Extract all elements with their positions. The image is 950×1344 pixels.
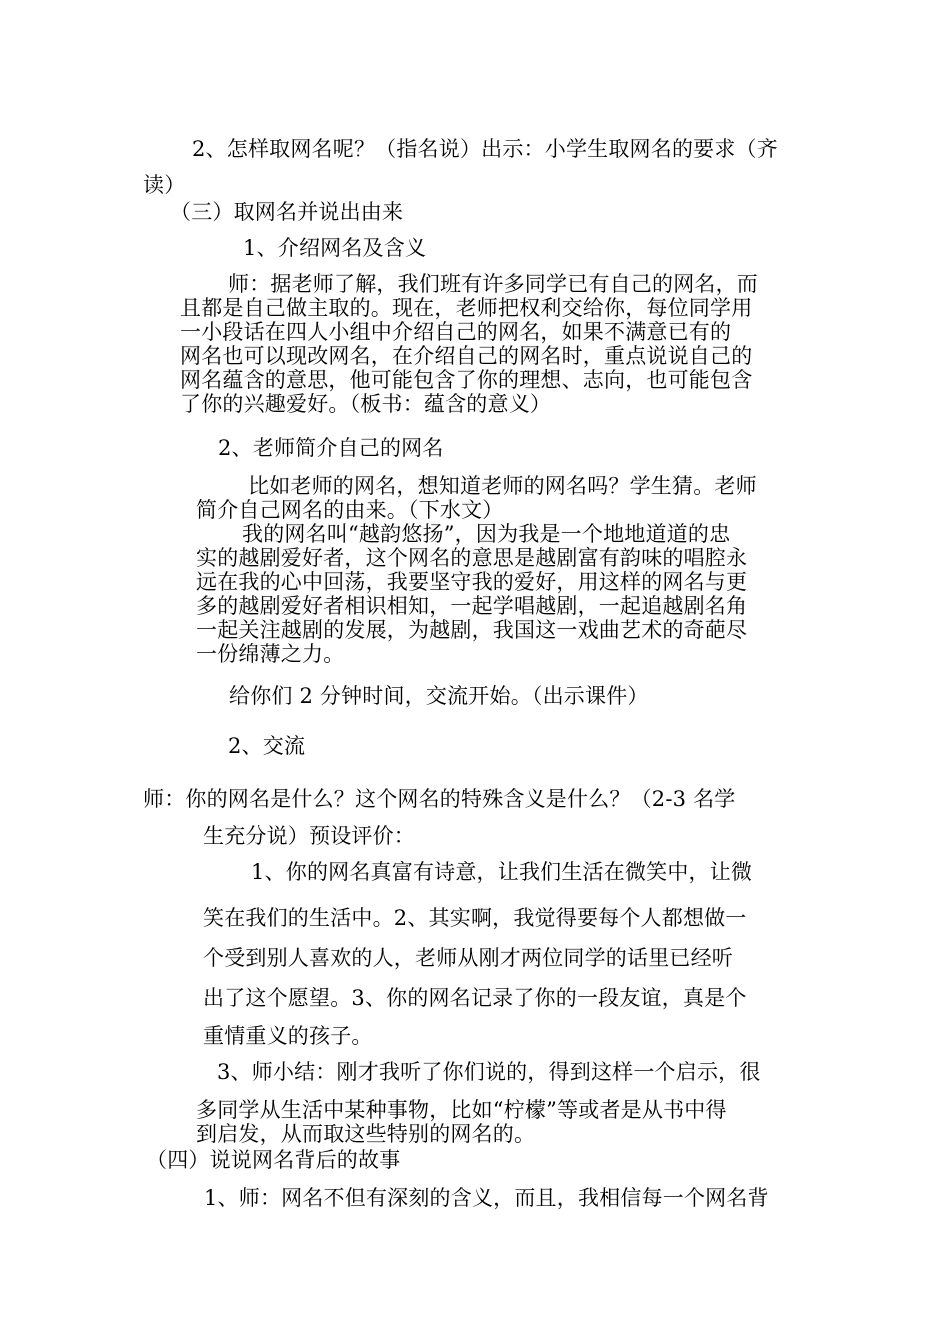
text-line: 简介自己网名的由来。（下水文） [196, 498, 504, 522]
section-heading-3: （三）取网名并说出由来 [170, 200, 404, 224]
text-line-eval-5: 重情重义的孩子。 [203, 1024, 373, 1048]
text-line-summary: 3、师小结：刚才我听了你们说的，得到这样一个启示，很 [217, 1060, 761, 1084]
subheading-exchange: 2、交流 [228, 734, 306, 758]
text-line: 且都是自己做主取的。现在，老师把权利交给你，每位同学用 [180, 296, 753, 320]
subheading-3-2: 2、老师简介自己的网名 [218, 436, 444, 460]
text-line: 网名蕴含的意思，他可能包含了你的理想、志向，也可能包含 [180, 368, 753, 392]
text-line-2: 读） [143, 173, 186, 197]
text-line: 一份绵薄之力。 [196, 642, 345, 666]
text-line-4-1: 1、师：网名不但有深刻的含义，而且，我相信每一个网名背 [204, 1186, 769, 1210]
text-line-question: 师：你的网名是什么？这个网名的特殊含义是什么？（2-3 名学 [143, 787, 736, 811]
text-line-1: 2、怎样取网名呢？（指名说）出示：小学生取网名的要求（齐 [192, 137, 778, 161]
paragraph-teacher-intro [180, 272, 758, 416]
text-line-eval-1: 1、你的网名真富有诗意，让我们生活在微笑中，让微 [251, 860, 753, 884]
subheading-3-1: 1、介绍网名及含义 [243, 236, 427, 260]
text-line-eval-2: 笑在我们的生活中。2、其实啊，我觉得要每个人都想做一 [203, 906, 747, 930]
text-line: 到启发，从而取这些特别的网名的。 [196, 1122, 536, 1146]
text-line: 一起关注越剧的发展，为越剧，我国这一戏曲艺术的奇葩尽 [196, 618, 748, 642]
section-heading-4: （四）说说网名背后的故事 [146, 1148, 401, 1172]
text-line: 师：据老师了解，我们班有许多同学已有自己的网名，而 [228, 272, 758, 296]
text-line: 实的越剧爱好者，这个网名的意思是越剧富有韵味的唱腔永 [196, 546, 748, 570]
text-line: 远在我的心中回荡，我要坚守我的爱好，用这样的网名与更 [196, 570, 748, 594]
paragraph-teacher-name [196, 474, 757, 522]
text-line-timer: 给你们 2 分钟时间，交流开始。（出示课件） [229, 684, 649, 708]
text-line: 比如老师的网名，想知道老师的网名吗？学生猜。老师 [248, 474, 757, 498]
text-line: 多的越剧爱好者相识相知，一起学唱越剧，一起追越剧名角 [196, 594, 748, 618]
text-line: 一小段话在四人小组中介绍自己的网名，如果不满意已有的 [180, 320, 732, 344]
text-line-eval-4: 出了这个愿望。3、你的网名记录了你的一段友谊，真是个 [203, 986, 747, 1010]
text-line: 网名也可以现改网名，在介绍自己的网名时，重点说说自己的 [180, 344, 753, 368]
text-line-eval-3: 个受到别人喜欢的人，老师从刚才两位同学的话里已经听 [203, 946, 733, 970]
text-line-question-cont: 生充分说）预设评价： [203, 824, 415, 848]
paragraph-summary-cont [196, 1098, 727, 1146]
paragraph-name-story [196, 522, 747, 666]
text-line: 我的网名叫“越韵悠扬”，因为我是一个地地道道的忠 [242, 522, 731, 546]
text-line: 多同学从生活中某种事物，比如“柠檬”等或者是从书中得 [196, 1098, 727, 1122]
text-line: 了你的兴趣爱好。（板书：蕴含的意义） [180, 392, 552, 416]
